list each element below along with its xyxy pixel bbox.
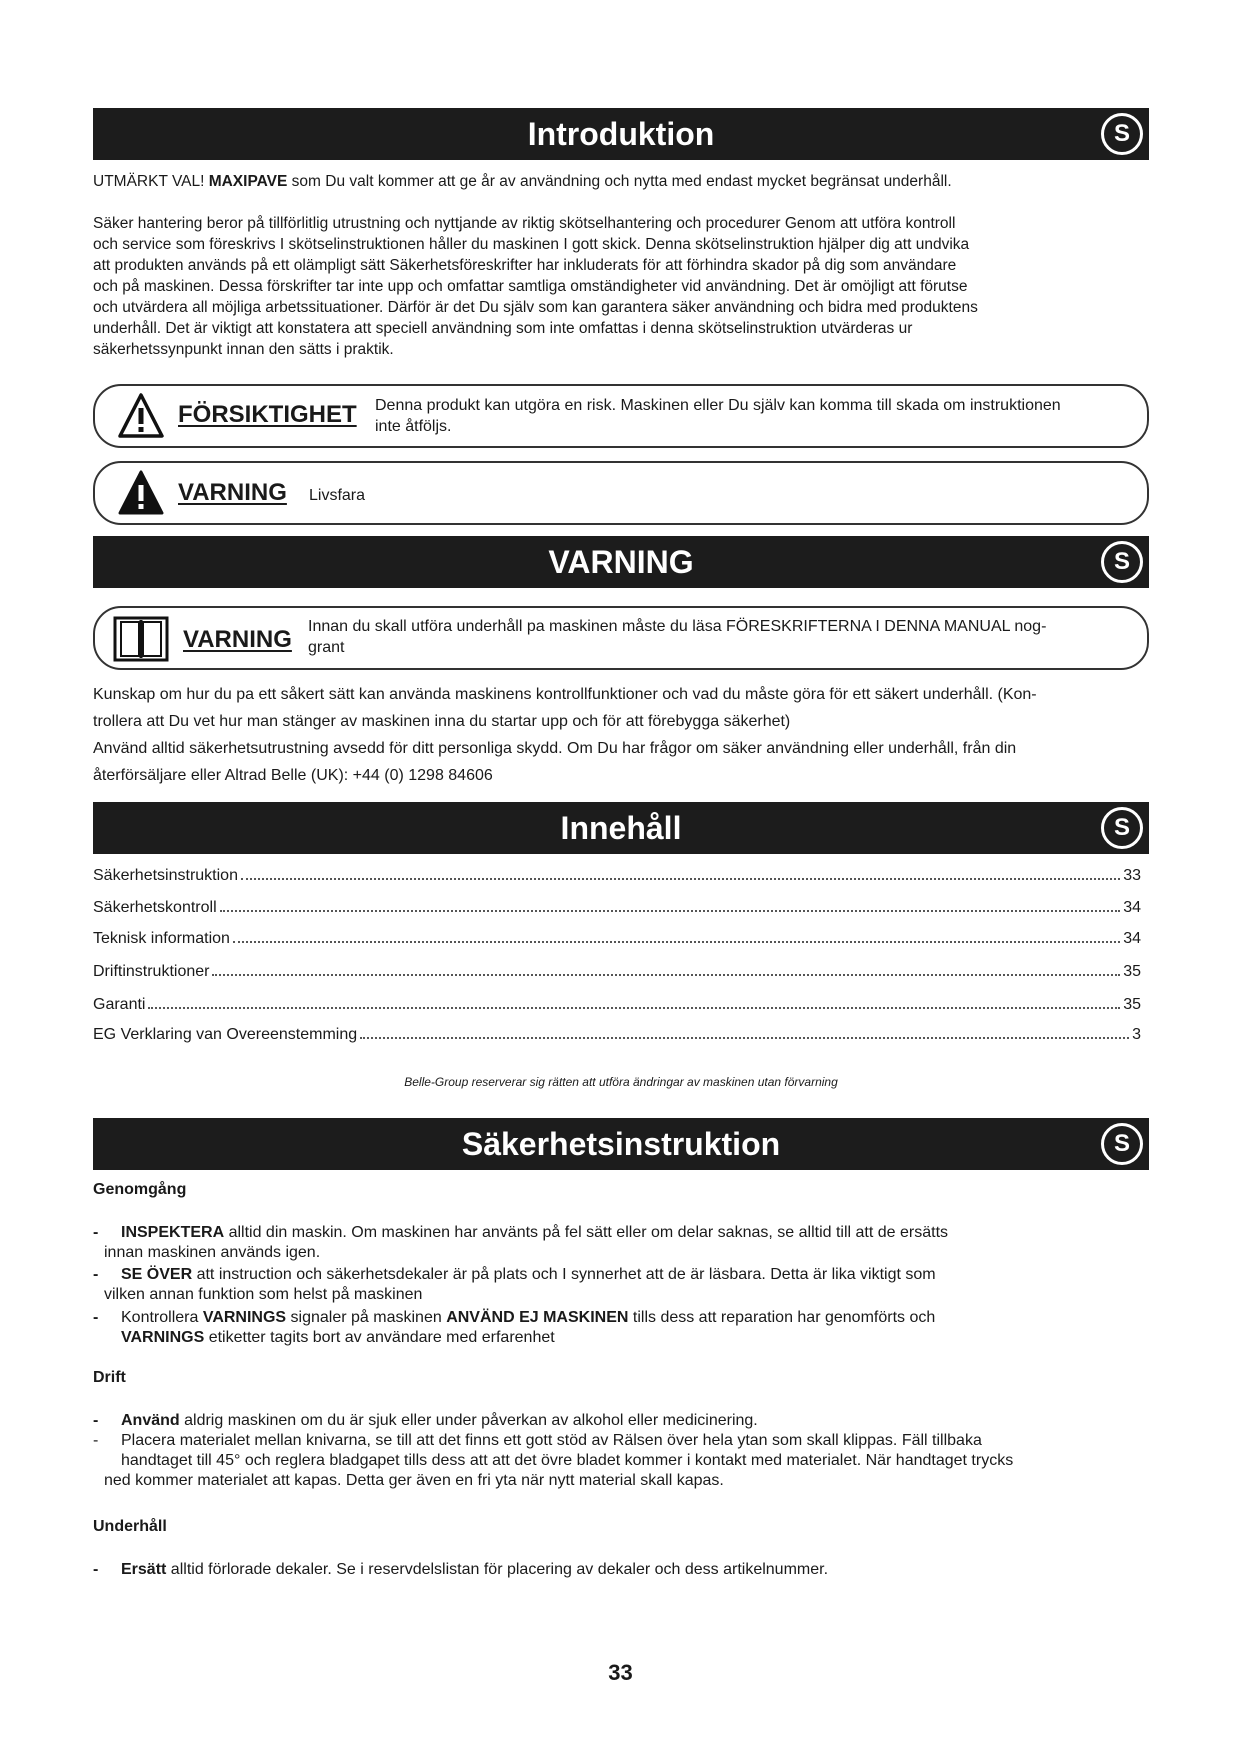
- toc-leader: [360, 1037, 1129, 1039]
- subheading-maintenance: Underhåll: [93, 1518, 167, 1535]
- bullet-text: signaler på maskinen: [286, 1309, 447, 1326]
- intro-line: att produkten används på ett olämpligt sätt Säkerhetsföreskrifter har inkluderats för att förhindra skador på dig som användare: [93, 257, 957, 274]
- language-badge: S: [1101, 1123, 1143, 1165]
- intro-text: UTMÄRKT VAL!: [93, 173, 209, 190]
- bullet-use: [93, 1411, 1149, 1431]
- bullet-line: [121, 1328, 555, 1348]
- section-title-contents: Innehåll: [560, 810, 682, 846]
- toc-row[interactable]: [93, 863, 1141, 885]
- section-banner-intro: [93, 108, 1149, 160]
- bullet-line: [121, 1265, 936, 1285]
- intro-line: underhåll. Det är viktigt att konstatera att speciell användning som inte omfattas i denna skötselinstruktion utvärderas ur: [93, 320, 913, 337]
- bullet-dash: -: [93, 1224, 99, 1241]
- toc-entry-name[interactable]: Säkerhetsinstruktion: [93, 867, 238, 884]
- toc-leader: [148, 1007, 1120, 1009]
- danger-callout: [93, 461, 1149, 525]
- caution-label: FÖRSIKTIGHET: [178, 401, 357, 428]
- warning-body: [93, 681, 1149, 789]
- intro-line: och service som föreskrivs I skötselinstruktionen håller du maskinen I gott skick. Denna skötselinstruktion hjälper dig att undvika: [93, 236, 970, 253]
- section-title-safety: Säkerhetsinstruktion: [461, 1126, 781, 1162]
- caution-text: [375, 395, 1061, 437]
- toc-row[interactable]: [93, 1022, 1141, 1044]
- manual-label: VARNING: [183, 626, 292, 653]
- bullet-line: handtaget till 45° och reglera bladgapet tills dess att att det övre bladet kommer i kontakt med materialet. När handtaget trycks: [121, 1452, 1014, 1469]
- bullet-text: tills dess att reparation har genomförts och: [628, 1309, 936, 1326]
- intro-line: säkerhetssynpunkt innan den sätts i praktik.: [93, 341, 394, 358]
- section-title-intro: Introduktion: [527, 116, 715, 152]
- toc-entry-name[interactable]: EG Verklaring van Overeenstemming: [93, 1026, 358, 1043]
- toc-row[interactable]: [93, 926, 1141, 948]
- intro-line: och på maskinen. Dessa förskrifter tar inte upp och omfattar samtliga omständigheter vid användning. Det är omöjligt att förutse: [93, 278, 968, 295]
- section-banner-warning: [93, 536, 1149, 588]
- toc-entry-page: 34: [1123, 930, 1141, 947]
- bullet-keyword: ANVÄND EJ MASKINEN: [446, 1309, 629, 1326]
- bullet-line: [121, 1560, 828, 1580]
- subheading-operation: Drift: [93, 1369, 126, 1386]
- toc-entry-name[interactable]: Säkerhetskontroll: [93, 899, 217, 916]
- danger-label: VARNING: [178, 479, 287, 506]
- toc-row[interactable]: [93, 959, 1141, 981]
- caution-text-line: Denna produkt kan utgöra en risk. Maskinen eller Du själv kan komma till skada om instruktionen: [375, 397, 1061, 414]
- warning-body-line: återförsäljare eller Altrad Belle (UK): +44 (0) 1298 84606: [93, 767, 493, 784]
- bullet-keyword: VARNINGS: [121, 1329, 205, 1346]
- manual-text: [308, 616, 1046, 658]
- toc-entry-page: 35: [1123, 963, 1141, 980]
- bullet-keyword: VARNINGS: [202, 1309, 287, 1326]
- toc-entry-name[interactable]: Driftinstruktioner: [93, 963, 210, 980]
- toc-row[interactable]: [93, 992, 1141, 1014]
- section-title-warning: VARNING: [548, 544, 694, 580]
- manual-text-line: Innan du skall utföra underhåll pa maskinen måste du läsa FÖRESKRIFTERNA I DENNA MANUAL nog-: [308, 618, 1047, 635]
- language-badge: S: [1101, 113, 1143, 155]
- toc-entry-name[interactable]: Teknisk information: [93, 930, 230, 947]
- intro-line: och utvärdera all möjliga arbetssituationer. Därför är det Du själv som kan garantera säker användning och bidra med produktens: [93, 299, 978, 316]
- bullet-inspect: [93, 1223, 1149, 1265]
- intro-paragraph-1: [93, 171, 1149, 192]
- toc-entry-name[interactable]: Garanti: [93, 996, 146, 1013]
- bullet-keyword: INSPEKTERA: [121, 1224, 225, 1241]
- bullet-keyword: Använd: [121, 1412, 180, 1429]
- warning-body-line: Använd alltid säkerhetsutrustning avsedd för ditt personliga skydd. Om Du har frågor om säker användning eller underhåll, från din: [93, 740, 1017, 757]
- bullet-check-warnings: [93, 1308, 1149, 1350]
- bullet-place-material: [93, 1431, 1149, 1493]
- page-number: 33: [608, 1660, 633, 1685]
- language-badge: S: [1101, 807, 1143, 849]
- bullet-text: alltid din maskin. Om maskinen har använts på fel sätt eller om delar saknas, se alltid till att de ersätts: [224, 1224, 949, 1241]
- warning-body-line: trollera att Du vet hur man stänger av maskinen inna du startar upp och för att förebygga säkerhet): [93, 713, 791, 730]
- reservation-note: Belle-Group reserverar sig rätten att utföra ändringar av maskinen utan förvarning: [404, 1075, 838, 1089]
- language-badge: S: [1101, 541, 1143, 583]
- open-book-icon: [113, 616, 169, 662]
- bullet-line: Placera materialet mellan knivarna, se till att det finns ett gott stöd av Rälsen över hela ytan som skall klippas. Fäll tillbaka: [121, 1432, 982, 1449]
- toc-entry-page: 34: [1123, 899, 1141, 916]
- bullet-dash: -: [93, 1266, 99, 1283]
- bullet-dash: -: [93, 1412, 99, 1429]
- bullet-text: Kontrollera: [121, 1309, 203, 1326]
- bullet-text: etiketter tagits bort av användare med erfarenhet: [204, 1329, 555, 1346]
- bullet-text: att instruction och säkerhetsdekaler är på plats och I synnerhet att de är läsbara. Detta är lika viktigt som: [192, 1266, 936, 1283]
- bullet-line: ned kommer materialet att kapas. Detta ger även en fri yta när nytt material skall kapas.: [104, 1472, 724, 1489]
- intro-line: Säker hantering beror på tillförlitlig utrustning och nyttjande av riktig skötselhantering och procedurer Genom att utföra kontroll: [93, 215, 956, 232]
- bullet-line: [121, 1223, 948, 1243]
- read-manual-callout: [93, 606, 1149, 670]
- toc-leader: [212, 974, 1120, 976]
- caution-text-line: inte åtföljs.: [375, 418, 452, 435]
- bullet-line: [121, 1411, 758, 1431]
- subheading-overview: Genomgång: [93, 1181, 187, 1198]
- toc-entry-page: 3: [1132, 1026, 1141, 1043]
- bullet-text: alltid förlorade dekaler. Se i reservdelslistan för placering av dekaler och dess artikelnummer.: [166, 1561, 829, 1578]
- bullet-keyword: Ersätt: [121, 1561, 167, 1578]
- toc-leader: [241, 878, 1120, 880]
- product-name: MAXIPAVE: [208, 173, 288, 190]
- warning-body-line: Kunskap om hur du pa ett såkert sätt kan använda maskinens kontrollfunktioner och vad du måste göra för ett säkert underhåll. (Kon-: [93, 686, 1037, 703]
- caution-callout: [93, 384, 1149, 448]
- bullet-dash: -: [93, 1309, 99, 1326]
- toc-leader: [233, 941, 1120, 943]
- intro-text: som Du valt kommer att ge år av användning och nytta med endast mycket begränsat underhåll.: [287, 173, 952, 190]
- danger-text: Livsfara: [309, 487, 366, 504]
- bullet-text: aldrig maskinen om du är sjuk eller under påverkan av alkohol eller medicinering.: [179, 1412, 758, 1429]
- warning-triangle-outline-icon: [117, 392, 165, 440]
- bullet-keyword: SE ÖVER: [121, 1266, 193, 1283]
- section-banner-contents: [93, 802, 1149, 854]
- bullet-dash: -: [93, 1561, 99, 1578]
- bullet-replace: [93, 1560, 1149, 1580]
- toc-leader: [220, 910, 1121, 912]
- bullet-line: [121, 1308, 935, 1328]
- warning-triangle-filled-icon: [117, 469, 165, 517]
- bullet-review: [93, 1265, 1149, 1307]
- bullet-dash: -: [93, 1432, 99, 1449]
- toc-entry-page: 33: [1123, 867, 1141, 884]
- intro-paragraph-2: [93, 213, 1149, 360]
- toc-row[interactable]: [93, 895, 1141, 917]
- bullet-line: innan maskinen används igen.: [104, 1244, 321, 1261]
- manual-text-line: grant: [308, 639, 345, 656]
- section-banner-safety: [93, 1118, 1149, 1170]
- bullet-line: vilken annan funktion som helst på maskinen: [104, 1286, 423, 1303]
- toc-entry-page: 35: [1123, 996, 1141, 1013]
